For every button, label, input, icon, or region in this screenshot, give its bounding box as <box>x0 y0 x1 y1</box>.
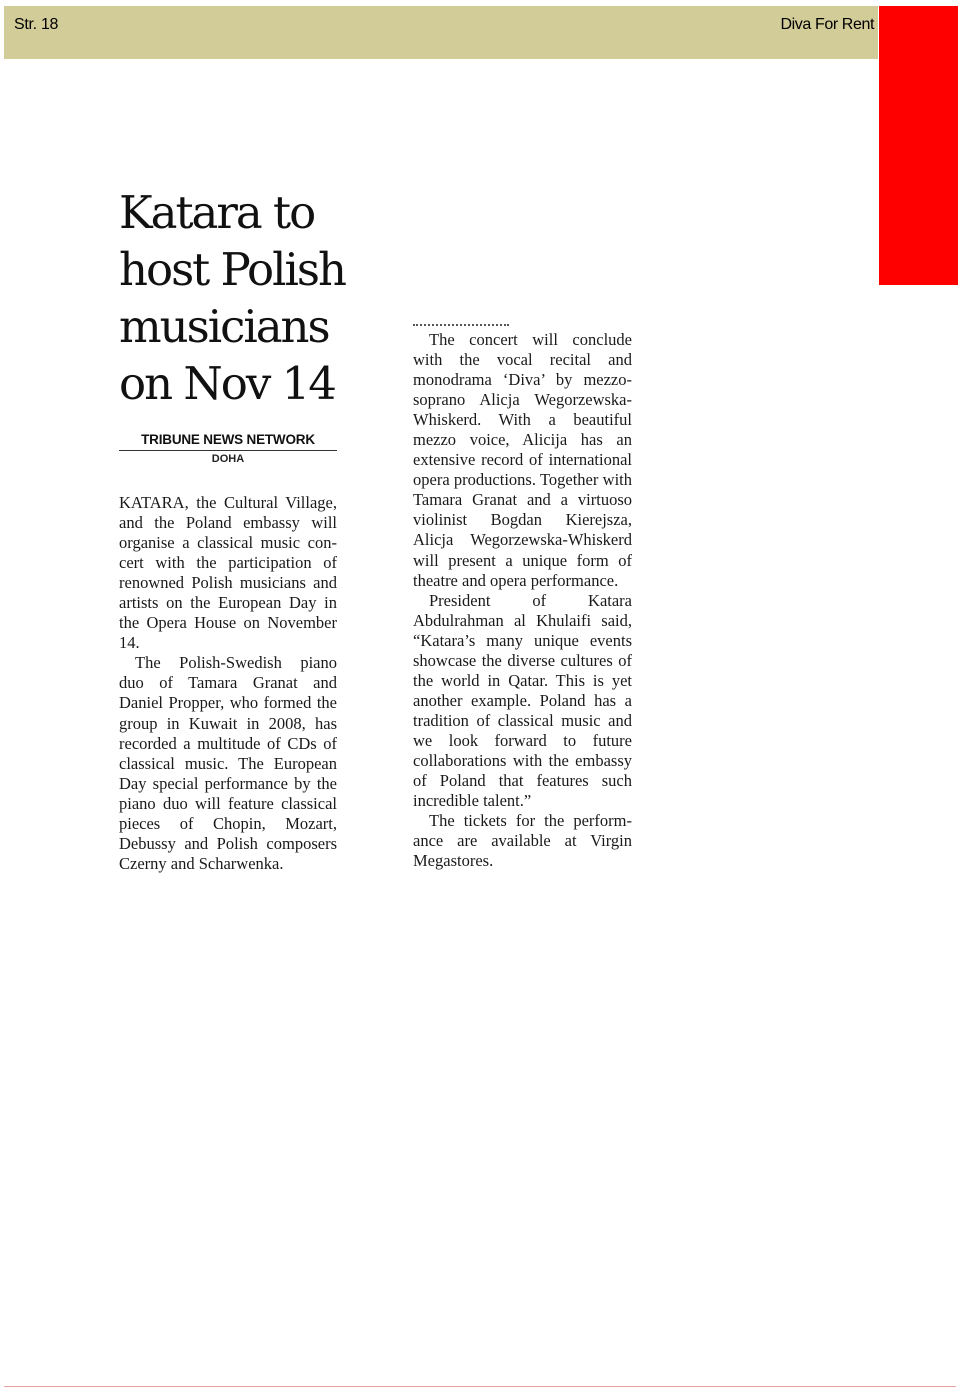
article-paragraph: The concert will conclude with the vocal recital and monodrama ‘Diva’ by mezzo-soprano Alicja Wegorzewska-Whiskerd. With a beautiful mezzo voice, Alicija has an extensive record of international opera productions. Together with Tamara Granat and a virtuoso violinist Bogdan Kierejsza, Alicja Wegorzewska-Whiskerd will present a unique form of theatre and opera performance. <box>413 330 632 590</box>
footer-rule <box>4 1386 956 1387</box>
headline-line: host Polish <box>119 243 345 296</box>
byline: TRIBUNE NEWS NETWORK <box>141 432 315 447</box>
newspaper-clipping <box>113 180 643 895</box>
article-column-right <box>413 330 632 871</box>
article-paragraph: The Polish-Swedish piano duo of Tamara Granat and Daniel Propper, who formed the group in Kuwait in 2008, has recorded a multitude of CDs of classical music. The European Day special performance by the piano duo will feature classical pieces of Chopin, Mozart, Debussy and Polish composers Czerny and Scharwenka. <box>119 653 337 873</box>
byline-rule <box>119 450 337 451</box>
dateline: DOHA <box>211 453 245 465</box>
headline <box>119 184 349 412</box>
article-column-left <box>119 493 337 874</box>
clipping-cut-line <box>413 324 509 329</box>
header-bar <box>4 6 878 59</box>
headline-line: on Nov 14 <box>119 357 335 410</box>
section-title: Diva For Rent <box>780 16 874 33</box>
headline-line: Katara to <box>119 186 315 239</box>
red-accent-block <box>879 6 958 285</box>
article-paragraph: The tickets for the performance are available at Virgin Megastores. <box>413 811 632 871</box>
article-paragraph: President of Katara Abdulrahman al Khulaifi said, “Katara’s many unique events showcase the diverse cultures of the world in Qatar. This is yet another example. Poland has a tradition of classical music and we look forward to future collaborations with the embassy of Poland that features such incredible talent.” <box>413 590 632 811</box>
article-paragraph: KATARA, the Cultural Village, and the Poland embassy will organise a classical music concert with the participation of renowned Polish musicians and artists on the European Day in the Opera House on November 14. <box>119 493 337 653</box>
page-number: Str. 18 <box>14 16 59 33</box>
headline-line: musicians <box>119 300 329 353</box>
